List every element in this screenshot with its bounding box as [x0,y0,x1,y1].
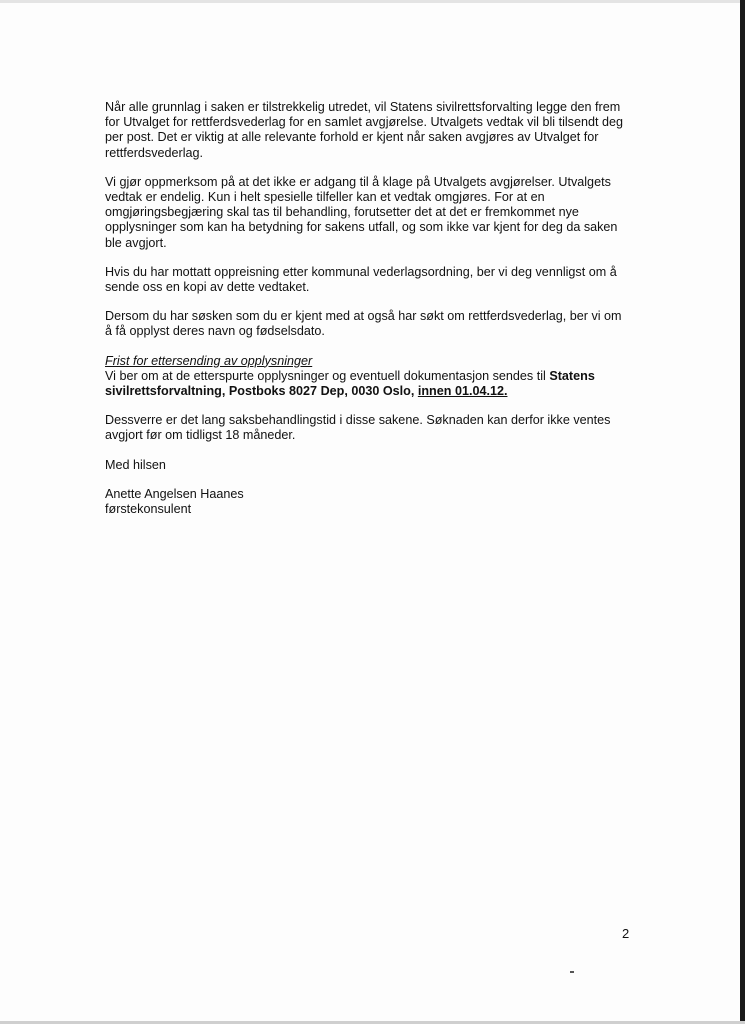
scan-mark [570,971,574,973]
recipient-address: sivilrettsforvaltning, Postboks 8027 Dep, 0030 Oslo, [105,384,418,399]
text-line: Når alle grunnlag i saken er tilstrekkelig utredet, vil Statens sivilrettsforvalting legge den frem [105,100,621,114]
text-line: å få opplyst deres navn og fødselsdato. [105,324,325,339]
text-line: rettferdsvederlag. [105,145,204,160]
text-line: vedtak er endelig. Kun i helt spesielle tilfeller kan et vedtak omgjøres. For at en [105,190,545,205]
signer-title: førstekonsulent [105,502,192,517]
deadline-section [105,354,635,400]
text-line: opplysninger som kan ha betydning for sakens utfall, og som ikke var kjent for deg da saken [105,220,618,235]
text-line: Dessverre er det lang saksbehandlingstid i disse sakene. Søknaden kan derfor ikke ventes [105,413,611,428]
text-line: per post. Det er viktig at alle relevante forhold er kjent når saken avgjøres av Utvalget for [105,130,599,145]
scan-top-edge [0,0,745,3]
letter-body [105,100,635,531]
text-line: omgjøringsbegjæring skal tas til behandling, forutsetter det at det er fremkommet nye [105,205,579,220]
paragraph-1 [105,100,635,161]
paragraph-6 [105,413,635,443]
closing: Med hilsen [105,457,166,472]
text-line: avgjort før om tidligst 18 måneder. [105,428,296,443]
recipient-name: Statens [549,368,595,383]
signer-name: Anette Angelsen Haanes [105,486,244,501]
signature-block [105,487,635,517]
deadline-date: innen 01.04.12. [417,384,508,399]
text-run: Vi ber om at de etterspurte opplysninger og eventuell dokumentasjon sendes til [105,368,550,383]
text-line: for Utvalget for rettferdsvederlag for en samlet avgjørelse. Utvalgets vedtak vil bli tilsendt deg [105,115,623,130]
scan-right-edge [740,0,745,1024]
paragraph-2 [105,175,635,251]
page-number: 2 [622,926,630,941]
paragraph-3 [105,265,635,295]
text-line [105,369,635,384]
text-line [105,384,635,399]
text-line: sende oss en kopi av dette vedtaket. [105,280,310,295]
section-heading: Frist for ettersending av opplysninger [105,353,313,368]
text-line: ble avgjort. [105,235,167,250]
paragraph-4 [105,309,635,339]
text-line: Dersom du har søsken som du er kjent med at også har søkt om rettferdsvederlag, ber vi om [105,309,622,324]
text-line: Hvis du har mottatt oppreisning etter kommunal vederlagsordning, ber vi deg vennligst om å [105,264,617,279]
text-line: Vi gjør oppmerksom på at det ikke er adgang til å klage på Utvalgets avgjørelser. Utvalgets [105,174,611,189]
